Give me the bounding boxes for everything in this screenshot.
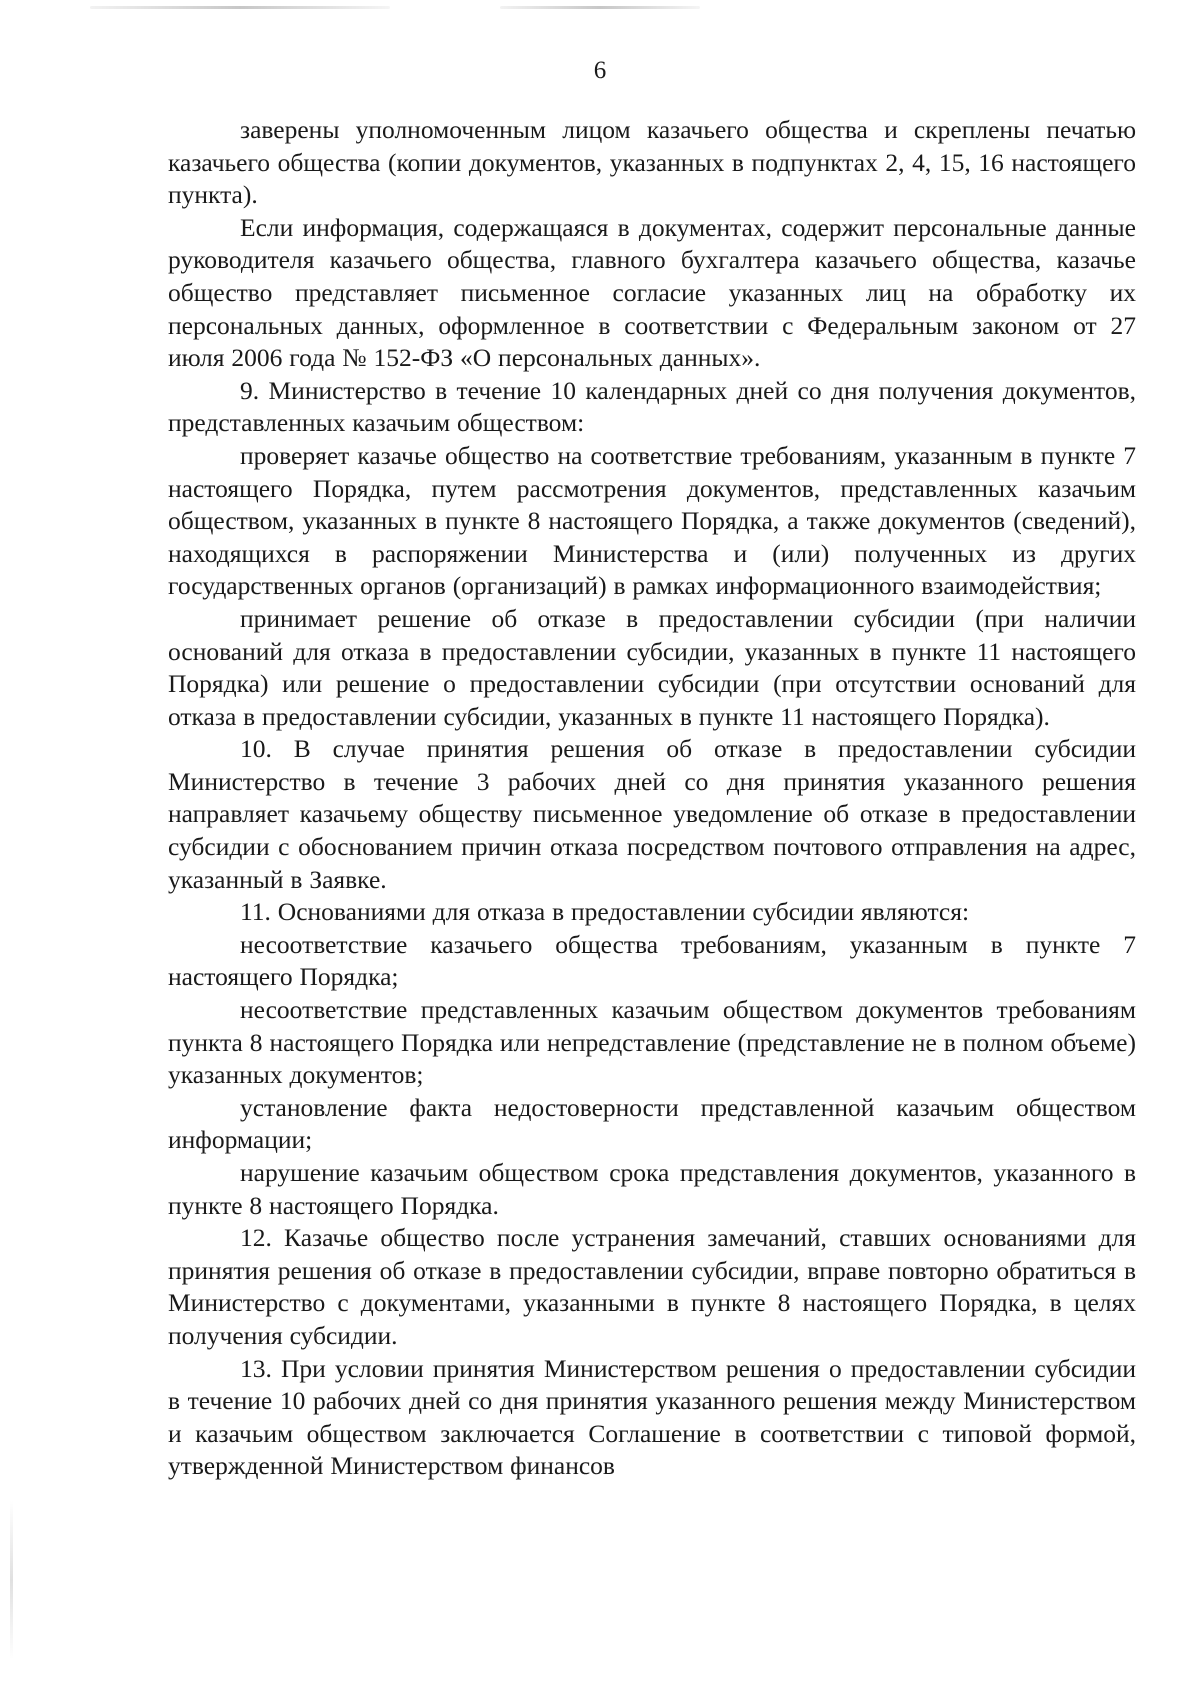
paragraph: установление факта недостоверности представленной казачьим обществом информации; xyxy=(168,1092,1136,1155)
scan-artifact xyxy=(90,6,390,9)
paragraph: Если информация, содержащаяся в документах, содержит персональные данные руководителя казачьего общества, главного бухгалтера казачьего общества, казачье общество представляет письменное согласие указанных лиц на обработку их персональных данных, оформленное в соответствии с Федеральным законом от 27 июля 2006 года № 152-ФЗ «О персональных данных». xyxy=(168,212,1136,373)
paragraph: нарушение казачьим обществом срока представления документов, указанного в пункте 8 настоящего Порядка. xyxy=(168,1158,1136,1220)
paragraph: 12. Казачье общество после устранения замечаний, ставших основаниями для принятия решения об отказе в предоставлении субсидии, вправе повторно обратиться в Министерство с документами, указанными в пункте 8 настоящего Порядка, в целях получения субсидии. xyxy=(168,1223,1136,1350)
paragraph: 10. В случае принятия решения об отказе в предоставлении субсидии Министерство в течение 3 рабочих дней со дня принятия указанного решения направляет казачьему обществу письменное уведомление об отказе в предоставлении субсидии с обоснованием причин отказа посредством почтового отправления на адрес, указанный в Заявке. xyxy=(168,734,1136,894)
paragraph: принимает решение об отказе в предоставлении субсидии (при наличии оснований для отказа в предоставлении субсидии, указанных в пункте 11 настоящего Порядка) или решение о предоставлении субсидии (при отсутствии оснований для отказа в предоставлении субсидии, указанных в пункте 11 настоящего Порядка). xyxy=(168,603,1136,731)
document-body xyxy=(168,114,1136,1483)
paragraph: несоответствие казачьего общества требованиям, указанным в пункте 7 настоящего Порядка; xyxy=(168,929,1136,992)
paragraph: 13. При условии принятия Министерством решения о предоставлении субсидии в течение 10 рабочих дней со дня принятия указанного решения между Министерством и казачьим обществом заключается Соглашение в соответствии с типовой формой, утвержденной Министерством финансов xyxy=(168,1353,1136,1481)
page-number: 6 xyxy=(593,57,607,84)
paragraph: несоответствие представленных казачьим обществом документов требованиям пункта 8 настоящего Порядка или непредставление (представление не в полном объеме) указанных документов; xyxy=(168,995,1136,1090)
paragraph: заверены уполномоченным лицом казачьего общества и скреплены печатью казачьего общества (копии документов, указанных в подпунктах 2, 4, 15, 16 настоящего пункта). xyxy=(168,115,1136,210)
scan-artifact xyxy=(10,1500,13,1660)
paragraph: 9. Министерство в течение 10 календарных дней со дня получения документов, представленных казачьим обществом: xyxy=(168,375,1136,438)
paragraph: проверяет казачье общество на соответствие требованиям, указанным в пункте 7 настоящего Порядка, путем рассмотрения документов, представленных казачьим обществом, указанных в пункте 8 настоящего Порядка, а также документов (сведений), находящихся в распоряжении Министерства и (или) полученных из других государственных органов (организаций) в рамках информационного взаимодействия; xyxy=(168,440,1136,601)
paragraph: 11. Основаниями для отказа в предоставлении субсидии являются: xyxy=(240,897,970,927)
scan-artifact xyxy=(500,6,700,9)
